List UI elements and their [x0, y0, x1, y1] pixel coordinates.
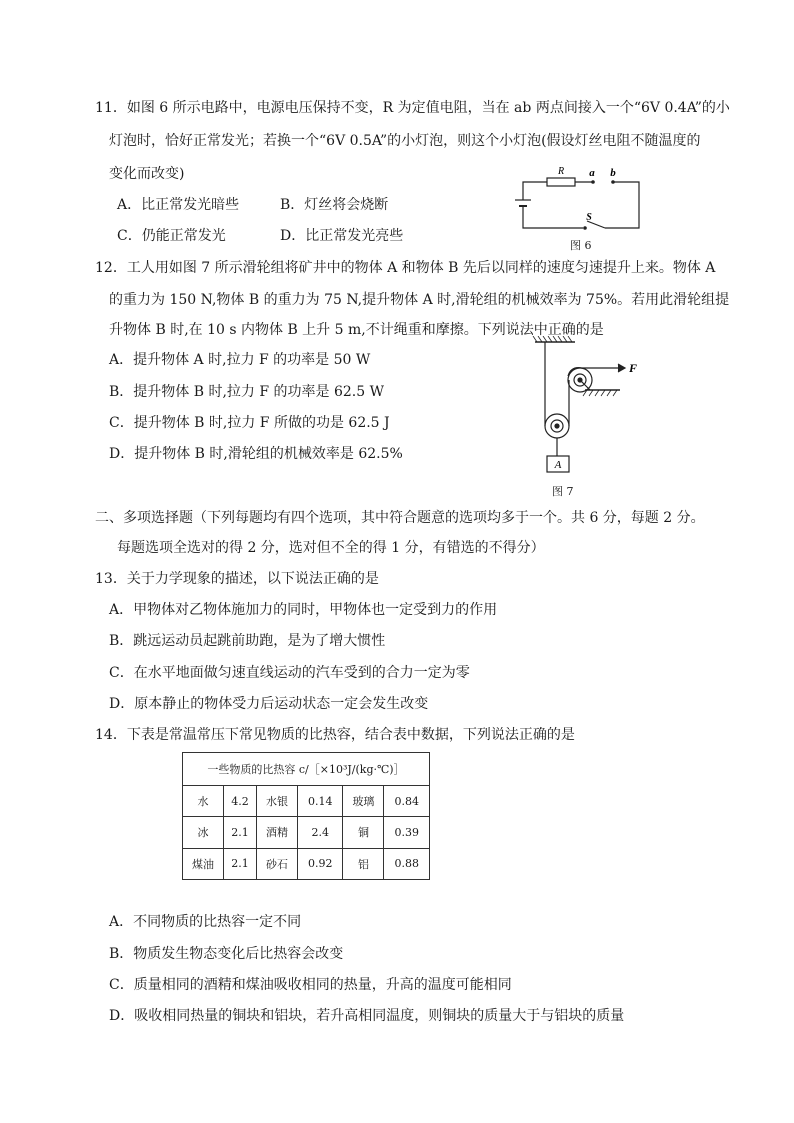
q14-option-b: B．物质发生物态变化后比热容会改变 — [109, 946, 344, 962]
q11-stem-line3: 变化而改变) — [109, 166, 185, 182]
figure-6-label-b: b — [610, 167, 616, 179]
q11-option-a: A．比正常发光暗些 — [117, 197, 240, 213]
figure-6-label-s: S — [586, 212, 592, 223]
table-cell: 0.14 — [297, 786, 342, 817]
table-cell: 0.84 — [384, 786, 430, 817]
q12-stem-line3: 升物体 B 时,在 10 s 内物体 B 上升 5 m,不计绳重和摩擦。下列说法中正确的是 — [109, 322, 604, 338]
table-row — [183, 848, 430, 879]
q13-stem: 13．关于力学现象的描述，以下说法正确的是 — [95, 571, 379, 587]
q12-option-c: C．提升物体 B 时,拉力 F 所做的功是 62.5 J — [109, 415, 390, 431]
specific-heat-table — [182, 752, 430, 880]
q12-option-d: D．提升物体 B 时,滑轮组的机械效率是 62.5% — [109, 446, 403, 462]
table-cell: 2.1 — [224, 817, 257, 848]
figure-6-caption: 图 6 — [570, 239, 592, 252]
table-cell: 冰 — [183, 817, 224, 848]
table-cell: 砂石 — [256, 848, 297, 879]
table-cell: 酒精 — [256, 817, 297, 848]
figure-6-label-r: R — [557, 166, 565, 177]
table-cell: 0.39 — [384, 817, 430, 848]
q14-option-a: A．不同物质的比热容一定不同 — [109, 914, 302, 930]
q11-option-b: B．灯丝将会烧断 — [280, 197, 389, 213]
table-cell: 0.88 — [384, 848, 430, 879]
q11-stem-line2: 灯泡时，恰好正常发光；若换一个“6V 0.5A”的小灯泡，则这个小灯泡(假设灯丝电阻不随温度的 — [109, 133, 701, 149]
q13-option-b: B．跳远运动员起跳前助跑，是为了增大惯性 — [109, 633, 386, 649]
q11-stem-line1: 11．如图 6 所示电路中，电源电压保持不变，R 为定值电阻，当在 ab 两点间接入一个“6V 0.4A”的小 — [95, 100, 730, 116]
q12-stem-line2: 的重力为 150 N,物体 B 的重力为 75 N,提升物体 A 时,滑轮组的机械效率为 75%。若用此滑轮组提 — [109, 292, 730, 308]
q13-option-d: D．原本静止的物体受力后运动状态一定会发生改变 — [109, 696, 429, 712]
q14-stem: 14．下表是常温常压下常见物质的比热容，结合表中数据，下列说法正确的是 — [95, 727, 575, 743]
figure-7-caption: 图 7 — [552, 485, 574, 498]
table-cell: 铝 — [343, 848, 384, 879]
section-2-heading-line2: 每题选项全选对的得 2 分，选对但不全的得 1 分，有错选的不得分） — [117, 540, 545, 556]
figure-6-label-a: a — [589, 167, 595, 179]
q14-option-d: D．吸收相同热量的铜块和铝块，若升高相同温度，则铜块的质量大于与铝块的质量 — [109, 1008, 625, 1024]
table-cell: 0.92 — [297, 848, 342, 879]
q11-option-d: D．比正常发光亮些 — [280, 228, 404, 244]
table-cell: 玻璃 — [343, 786, 384, 817]
q11-option-c: C．仍能正常发光 — [117, 228, 226, 244]
q14-option-c: C．质量相同的酒精和煤油吸收相同的热量，升高的温度可能相同 — [109, 977, 512, 993]
table-row — [183, 817, 430, 848]
table-cell: 水银 — [256, 786, 297, 817]
table-header: 一些物质的比热容 c/［×10³J/(kg·℃)］ — [183, 753, 430, 786]
q13-option-c: C．在水平地面做匀速直线运动的汽车受到的合力一定为零 — [109, 665, 470, 681]
q12-option-b: B．提升物体 B 时,拉力 F 的功率是 62.5 W — [109, 384, 385, 400]
q12-stem-line1: 12．工人用如图 7 所示滑轮组将矿井中的物体 A 和物体 B 先后以同样的速度匀速提升上来。物体 A — [95, 260, 716, 276]
section-2-heading-line1: 二、多项选择题（下列每题均有四个选项，其中符合题意的选项均多于一个。共 6 分，每题 2 分。 — [95, 510, 705, 526]
table-cell: 水 — [183, 786, 224, 817]
figure-7-label-a: A — [554, 459, 562, 471]
table-cell: 2.1 — [224, 848, 257, 879]
table-cell: 4.2 — [224, 786, 257, 817]
table-cell: 煤油 — [183, 848, 224, 879]
figure-7-pulley — [525, 336, 645, 476]
q13-option-a: A．甲物体对乙物体施加力的同时，甲物体也一定受到力的作用 — [109, 602, 498, 618]
table-row — [183, 786, 430, 817]
figure-7-label-f: F — [629, 361, 638, 375]
table-cell: 2.4 — [297, 817, 342, 848]
q12-option-a: A．提升物体 A 时,拉力 F 的功率是 50 W — [109, 352, 371, 368]
table-cell: 铜 — [343, 817, 384, 848]
